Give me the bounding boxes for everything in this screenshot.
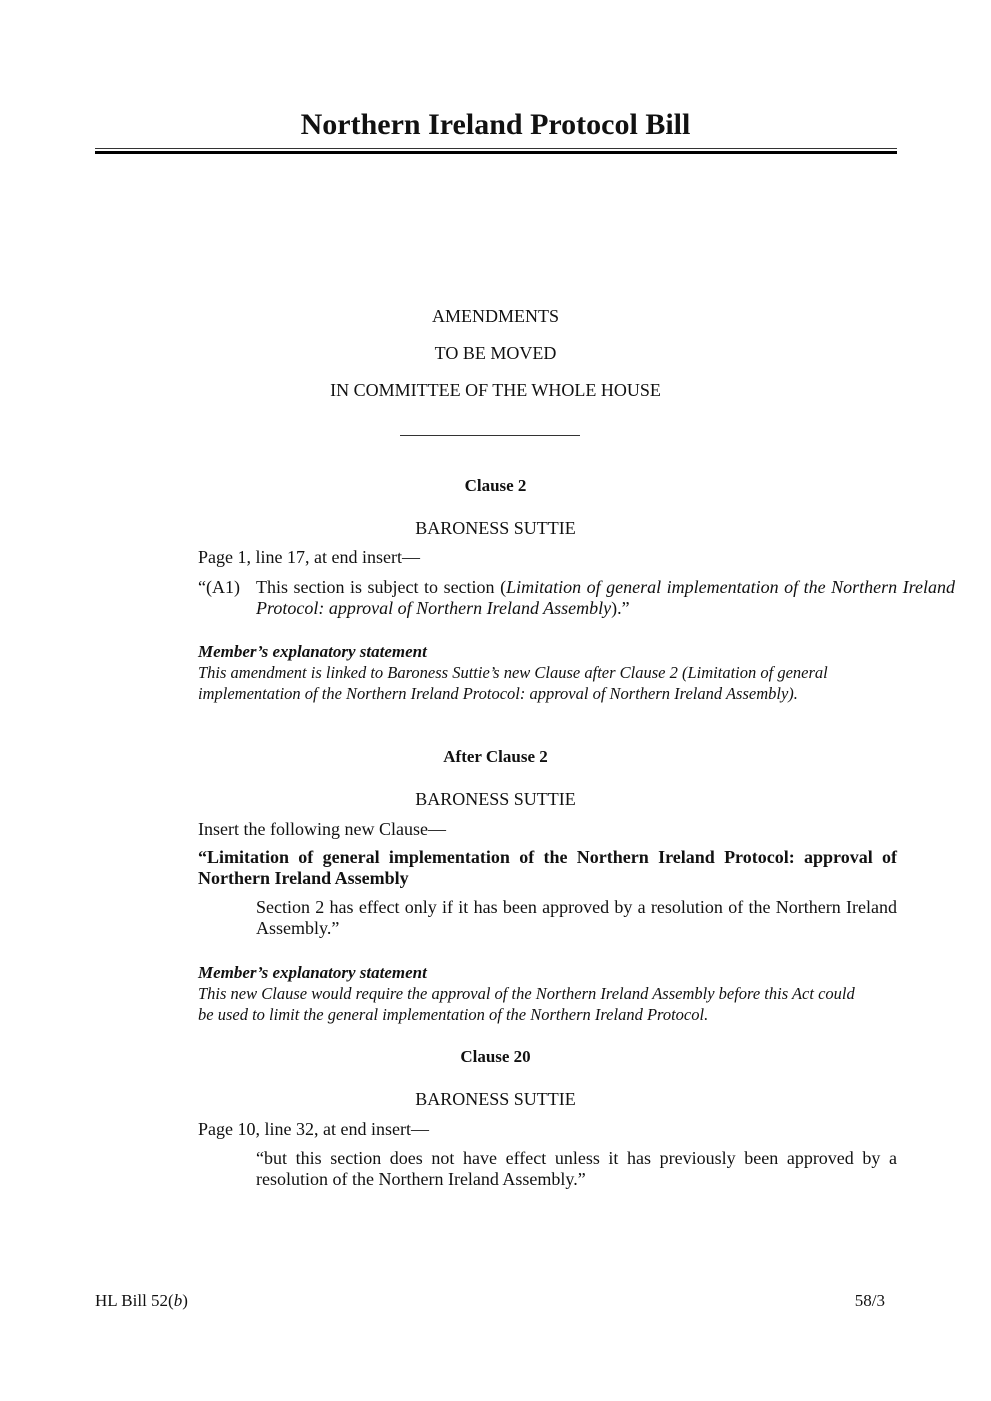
page-reference: 58/3: [854, 1291, 885, 1310]
clause-heading: After Clause 2: [443, 747, 548, 766]
instruction: Page 1, line 17, at end insert—: [198, 547, 420, 567]
explanatory-statement: [198, 641, 858, 704]
member-name: BARONESS SUTTIE: [415, 789, 576, 809]
text: b: [173, 1291, 183, 1310]
clause-heading: Clause 20: [460, 1047, 531, 1066]
text: ): [182, 1291, 188, 1310]
bill-number: [95, 1291, 188, 1311]
instruction: Insert the following new Clause—: [198, 819, 446, 839]
new-clause-text: Section 2 has effect only if it has been approved by a resolution of the Northern Ireland Assembly.”: [256, 897, 897, 938]
member-name: BARONESS SUTTIE: [415, 518, 576, 538]
explanatory-statement: [198, 962, 858, 1025]
statement-heading: Member’s explanatory statement: [198, 642, 427, 661]
title-rule-thin: [95, 148, 897, 149]
new-clause-title: “Limitation of general implementation of the Northern Ireland Protocol: approval of Northern Ireland Assembly: [198, 847, 897, 888]
section-reference: Limitation of general implementation of the Northern Ireland Protocol: approval of Northern Ireland Assembly: [256, 577, 955, 618]
instruction: Page 10, line 32, at end insert—: [198, 1119, 429, 1139]
clause-heading: Clause 2: [464, 476, 527, 495]
intro-line-2: TO BE MOVED: [434, 343, 557, 363]
intro-line-1: AMENDMENTS: [431, 306, 559, 326]
statement-heading: Member’s explanatory statement: [198, 963, 427, 982]
member-name: BARONESS SUTTIE: [415, 1089, 576, 1109]
title-rule-thick: [95, 151, 897, 154]
separator-rule: [400, 435, 580, 436]
amendment-text: [198, 577, 955, 619]
text: This section is subject to section (: [256, 577, 507, 597]
text: HL Bill 52(: [95, 1291, 174, 1310]
amendment-text: “but this section does not have effect unless it has previously been approved by a resolution of the Northern Ireland Assembly.”: [256, 1148, 897, 1189]
statement-text: This new Clause would require the approval of the Northern Ireland Assembly before this Act could be used to limit the general implementation of the Northern Ireland Protocol.: [198, 984, 855, 1024]
text: ).”: [611, 598, 630, 618]
bill-title: Northern Ireland Protocol Bill: [300, 108, 691, 141]
statement-text: This amendment is linked to Baroness Suttie’s new Clause after Clause 2 (Limitation of general implementation of the Northern Ireland Protocol: approval of Northern Ireland Assembly).: [198, 663, 828, 703]
subsection-label: “(A1): [198, 577, 240, 597]
intro-line-3: IN COMMITTEE OF THE WHOLE HOUSE: [330, 380, 661, 400]
